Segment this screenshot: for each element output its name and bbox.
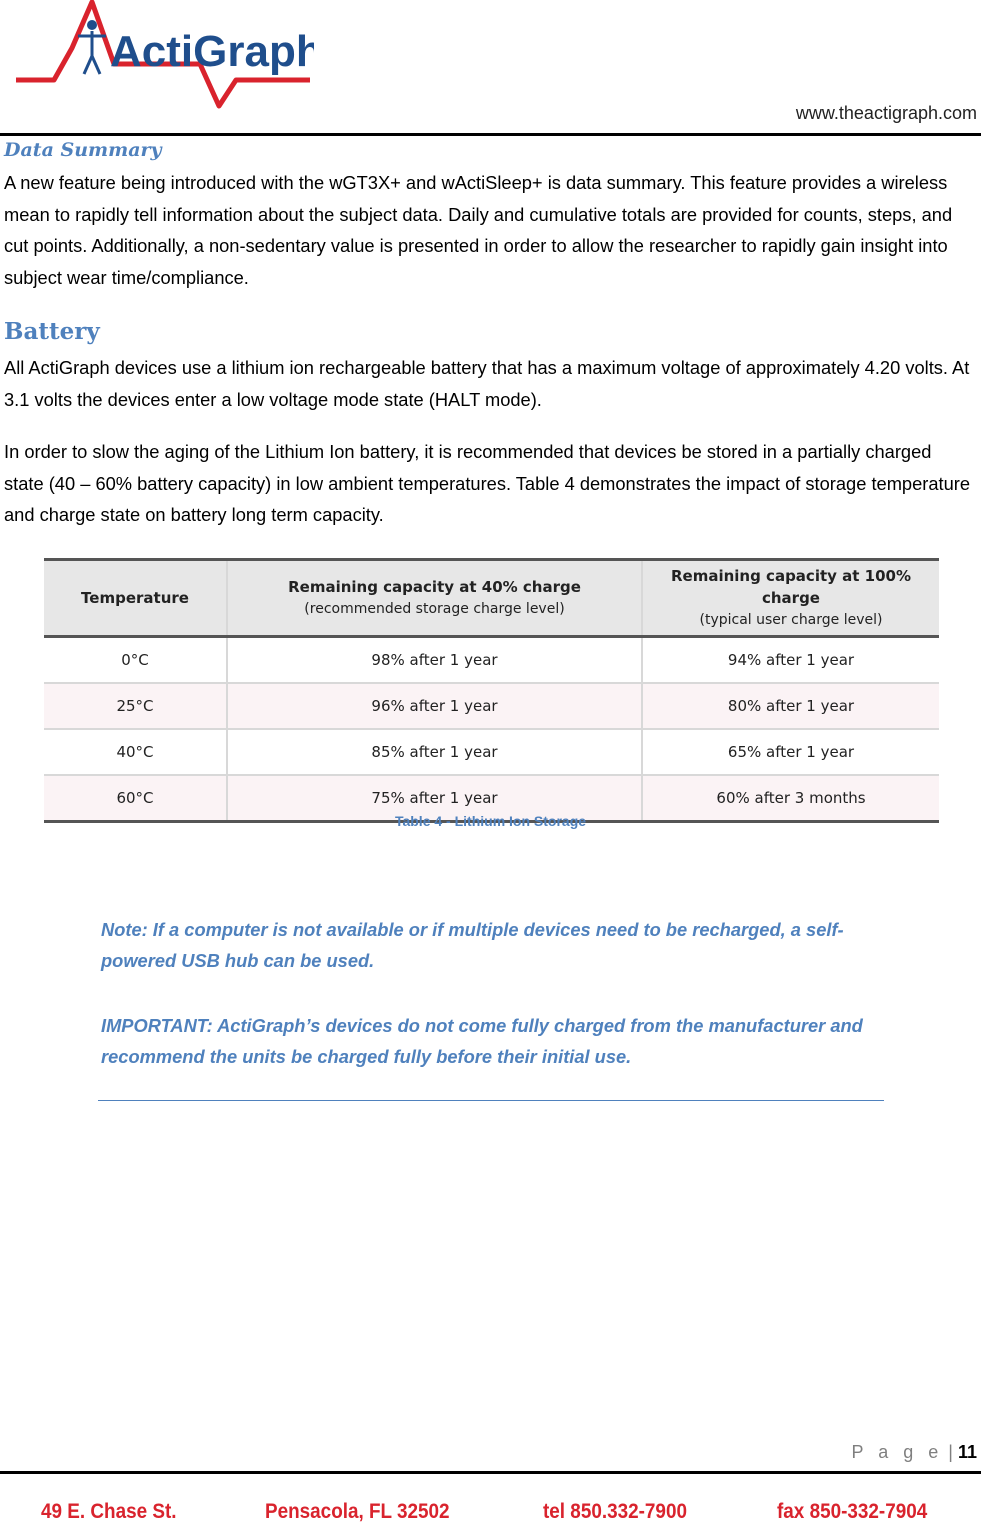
cell-temperature: 40°C <box>44 729 227 775</box>
table-caption: Table 4 - Lithium Ion Storage <box>394 813 587 829</box>
footer-fax: fax 850-332-7904 <box>777 1500 928 1523</box>
battery-paragraph-1: All ActiGraph devices use a lithium ion rechargeable battery that has a maximum voltage of approximately 4.20 volts. At 3.1 volts the devices enter a low voltage mode state (HALT mode). <box>4 357 970 410</box>
cell-capacity-100: 80% after 1 year <box>642 683 939 729</box>
cell-capacity-100: 94% after 1 year <box>642 637 939 684</box>
storage-table <box>44 558 939 823</box>
header-temperature: Temperature <box>44 560 227 637</box>
battery-heading: Battery <box>4 318 100 345</box>
website-link[interactable]: www.theactigraph.com <box>795 103 977 123</box>
table-header-row <box>44 560 939 637</box>
cell-temperature: 25°C <box>44 683 227 729</box>
note-divider <box>98 1100 884 1101</box>
header-capacity-40: Remaining capacity at 40% charge (recommended storage charge level) <box>227 560 642 637</box>
actigraph-logo <box>14 0 314 112</box>
note-important-charge: IMPORTANT: ActiGraph’s devices do not come fully charged from the manufacturer and recommend the units be charged fully before their initial use. <box>101 1015 863 1067</box>
footer-city: Pensacola, FL 32502 <box>265 1500 450 1523</box>
footer-address: 49 E. Chase St. <box>41 1500 177 1523</box>
data-summary-heading: Data Summary <box>4 139 162 161</box>
cell-capacity-100: 65% after 1 year <box>642 729 939 775</box>
page-number: P a g e | 11 <box>851 1442 977 1462</box>
svg-text:ActiGraph: ActiGraph <box>110 27 314 76</box>
table-row <box>44 637 939 684</box>
note-usb-hub: Note: If a computer is not available or if multiple devices need to be recharged, a self-powered USB hub can be used. <box>101 919 844 971</box>
footer-tel: tel 850.332-7900 <box>543 1500 687 1523</box>
storage-table-image <box>44 558 939 808</box>
cell-capacity-40: 75% after 1 year <box>227 775 642 822</box>
header-rule <box>0 133 981 136</box>
table-row <box>44 729 939 775</box>
footer-rule <box>0 1471 981 1474</box>
battery-paragraph-2: In order to slow the aging of the Lithium Ion battery, it is recommended that devices be stored in a partially charged state (40 – 60% battery capacity) in low ambient temperatures. Table 4 demonstrates the impact of storage temperature and charge state on battery long term capacity. <box>4 441 971 525</box>
header-capacity-100: Remaining capacity at 100% charge (typical user charge level) <box>642 560 939 637</box>
cell-temperature: 60°C <box>44 775 227 822</box>
cell-capacity-40: 85% after 1 year <box>227 729 642 775</box>
table-row <box>44 683 939 729</box>
data-summary-paragraph: A new feature being introduced with the wGT3X+ and wActiSleep+ is data summary. This feature provides a wireless mean to rapidly tell information about the subject data. Daily and cumulative totals are provided for counts, steps, and cut points. Additionally, a non-sedentary value is presented in order to allow the researcher to rapidly gain insight into subject wear time/compliance. <box>4 172 953 288</box>
cell-capacity-100: 60% after 3 months <box>642 775 939 822</box>
cell-capacity-40: 98% after 1 year <box>227 637 642 684</box>
cell-capacity-40: 96% after 1 year <box>227 683 642 729</box>
cell-temperature: 0°C <box>44 637 227 684</box>
